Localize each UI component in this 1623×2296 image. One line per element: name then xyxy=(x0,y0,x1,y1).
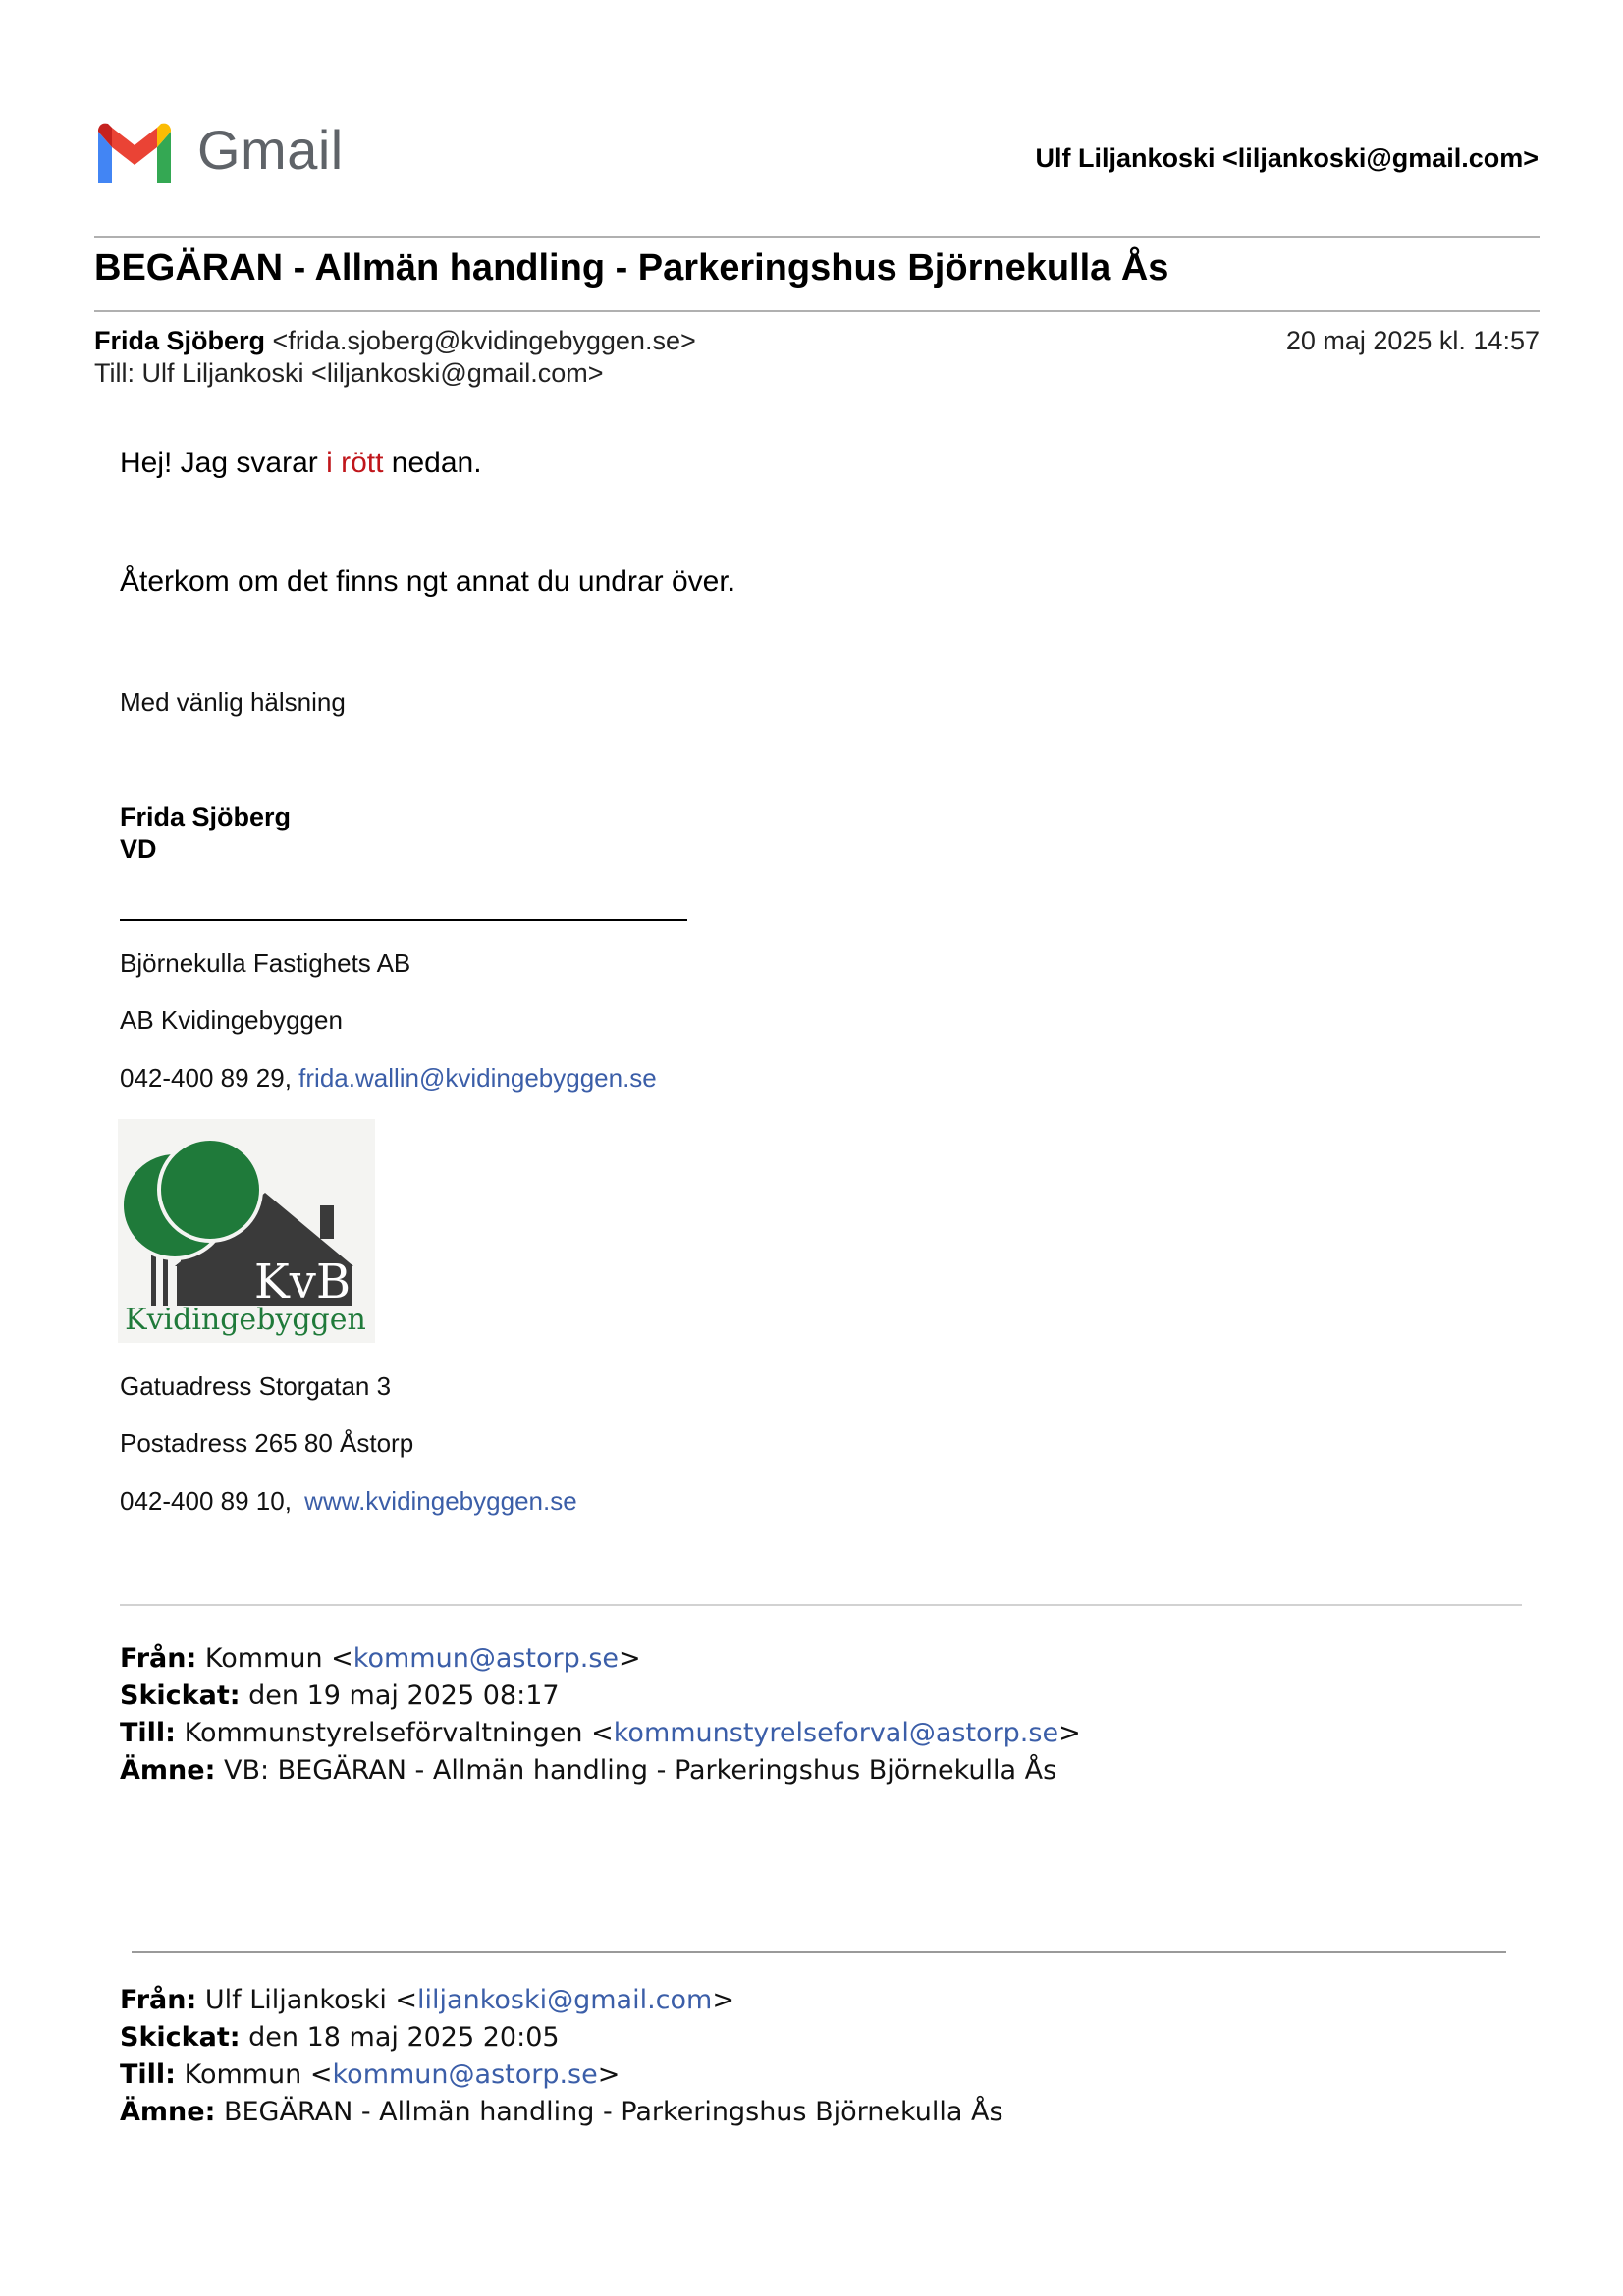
street-address: Gatuadress Storgatan 3 xyxy=(120,1371,392,1401)
field-value: den 19 maj 2025 08:17 xyxy=(248,1681,560,1711)
field-label: Ämne: xyxy=(120,1755,216,1786)
forwarded-header-1 xyxy=(120,1640,1081,1789)
field-value: Kommun < xyxy=(204,1643,353,1674)
sender-line xyxy=(94,326,696,356)
fw-from-email-link[interactable]: liljankoski@gmail.com xyxy=(417,1985,713,2015)
body-text: nedan. xyxy=(383,447,482,479)
company-contact xyxy=(120,1486,577,1517)
email-subject: BEGÄRAN - Allmän handling - Parkeringshus Björnekulla Ås xyxy=(94,247,1169,289)
gmail-wordmark: Gmail xyxy=(197,119,344,181)
fw-subject-line xyxy=(120,2094,1003,2131)
signature-title: VD xyxy=(120,834,157,864)
fw-from-line xyxy=(120,1982,1003,2019)
fw-sent-line xyxy=(120,1678,1081,1715)
field-label: Ämne: xyxy=(120,2097,216,2127)
field-label: Till: xyxy=(120,2059,176,2090)
field-label: Från: xyxy=(120,1985,197,2015)
field-value: den 18 maj 2025 20:05 xyxy=(248,2022,560,2053)
field-value: > xyxy=(619,1643,641,1674)
kvb-logo-graphic xyxy=(118,1119,375,1343)
fw-from-line xyxy=(120,1640,1081,1678)
body-line-2: Återkom om det finns ngt annat du undrar över. xyxy=(120,565,736,598)
body-text: Hej! Jag svarar xyxy=(120,447,327,479)
signature-divider xyxy=(120,919,687,921)
signature-name: Frida Sjöberg xyxy=(120,802,292,831)
forwarded-header-2 xyxy=(120,1982,1003,2131)
subject-divider xyxy=(94,310,1540,312)
fw-sent-line xyxy=(120,2019,1003,2056)
sender-email: <frida.sjoberg@kvidingebyggen.se> xyxy=(272,326,696,355)
website-link[interactable]: www.kvidingebyggen.se xyxy=(304,1486,577,1516)
field-value: BEGÄRAN - Allmän handling - Parkeringshus Björnekulla Ås xyxy=(223,2097,1003,2127)
phone-number: 042-400 89 10, xyxy=(120,1486,292,1516)
signature-company-2: AB Kvidingebyggen xyxy=(120,1005,343,1035)
forward-divider xyxy=(120,1604,1522,1606)
recipient-line: Till: Ulf Liljankoski <liljankoski@gmail.com> xyxy=(94,358,604,388)
kvidingebyggen-logo xyxy=(118,1119,375,1343)
red-highlight: i rött xyxy=(326,447,384,479)
body-line-1 xyxy=(120,447,482,480)
fw-to-line xyxy=(120,1715,1081,1752)
fw-to-email-link[interactable]: kommunstyrelseforval@astorp.se xyxy=(613,1718,1059,1748)
sender-name: Frida Sjöberg xyxy=(94,326,266,355)
signature-email-link[interactable]: frida.wallin@kvidingebyggen.se xyxy=(298,1063,657,1093)
field-label: Skickat: xyxy=(120,2022,241,2053)
field-value: VB: BEGÄRAN - Allmän handling - Parkeringshus Björnekulla Ås xyxy=(223,1755,1057,1786)
field-value: Ulf Liljankoski < xyxy=(204,1985,418,2015)
field-label: Från: xyxy=(120,1643,197,1674)
account-label: Ulf Liljankoski <liljankoski@gmail.com> xyxy=(1035,143,1539,173)
field-label: Till: xyxy=(120,1718,176,1748)
fw-to-email-link[interactable]: kommun@astorp.se xyxy=(332,2059,598,2090)
field-value: > xyxy=(597,2059,621,2090)
field-value: Kommunstyrelseförvaltningen < xyxy=(184,1718,614,1748)
kvb-logo-text: KvB xyxy=(253,1255,352,1309)
field-value: Kommun < xyxy=(184,2059,333,2090)
field-value: > xyxy=(712,1985,734,2015)
fw-to-line xyxy=(120,2056,1003,2094)
signature-contact xyxy=(120,1063,657,1094)
field-value: > xyxy=(1058,1718,1081,1748)
gmail-m-icon xyxy=(94,122,175,185)
forward-divider xyxy=(132,1951,1506,1953)
kvb-logo-name: Kvidingebyggen xyxy=(125,1303,366,1337)
fw-subject-line xyxy=(120,1752,1081,1789)
field-label: Skickat: xyxy=(120,1681,241,1711)
postal-address: Postadress 265 80 Åstorp xyxy=(120,1428,414,1458)
header-divider xyxy=(94,236,1540,238)
greeting: Med vänlig hälsning xyxy=(120,687,346,717)
phone-number: 042-400 89 29, xyxy=(120,1063,292,1093)
fw-from-email-link[interactable]: kommun@astorp.se xyxy=(352,1643,620,1674)
email-date: 20 maj 2025 kl. 14:57 xyxy=(1285,326,1540,355)
signature-company-1: Björnekulla Fastighets AB xyxy=(120,948,411,978)
